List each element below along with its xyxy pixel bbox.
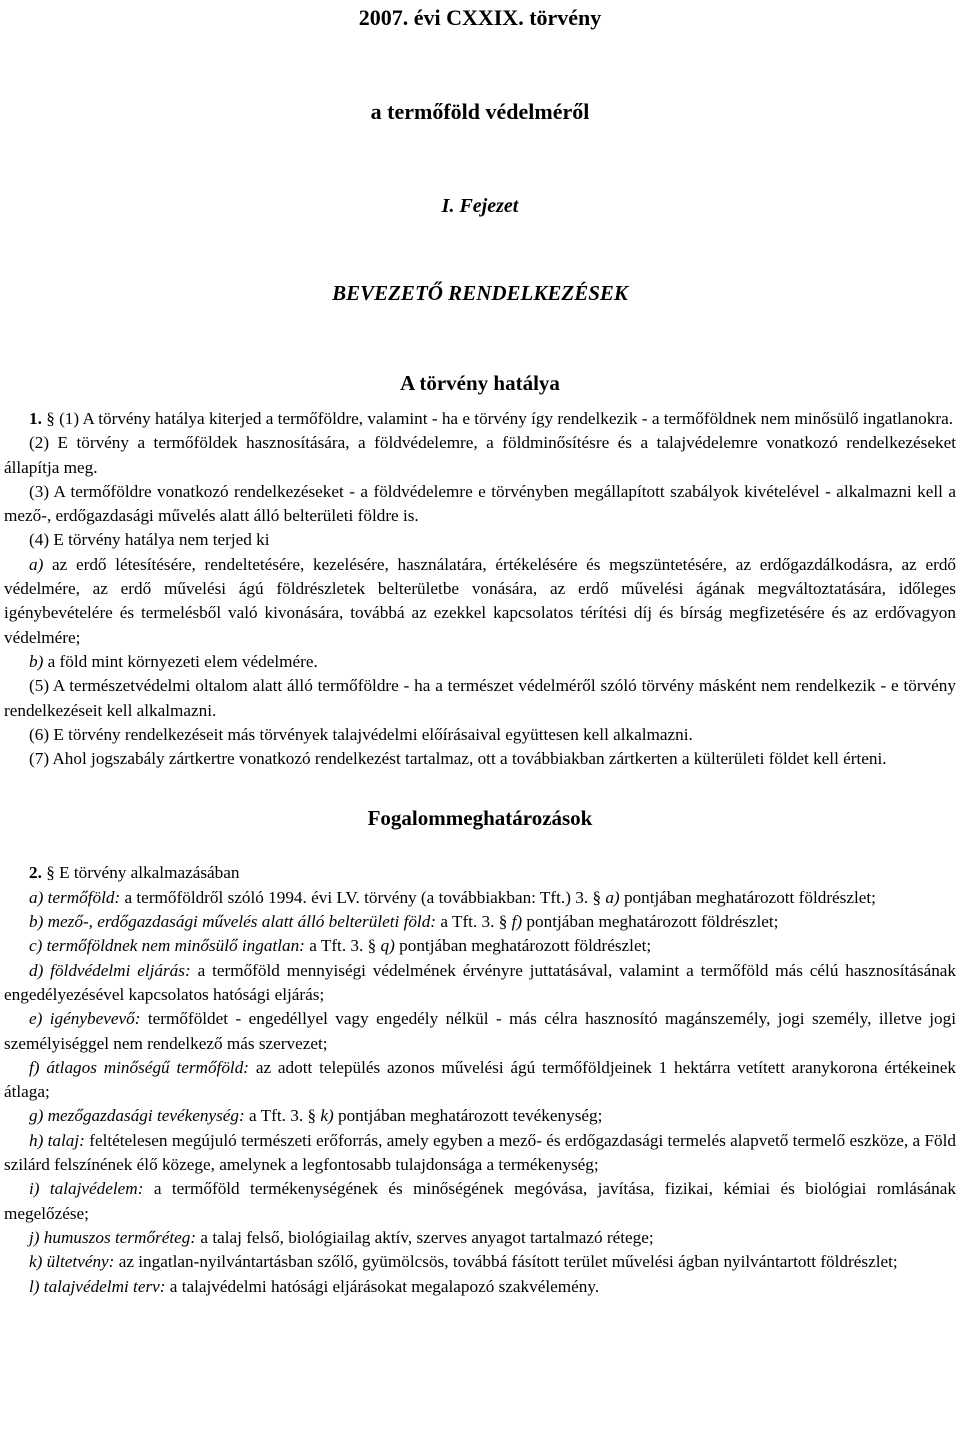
part-heading: BEVEZETŐ RENDELKEZÉSEK [332, 281, 628, 305]
paragraph-1-5: (5) A természetvédelmi oltalom alatt álló termőföldre - ha a természet védelméről szóló törvény másként nem rendelkezik - e törvény rendelkezéseit kell alkalmazni. [4, 676, 956, 720]
definition-a: a) termőföld: a termőföldről szóló 1994. évi LV. törvény (a továbbiakban: Tft.) 3. § a) pontjában meghatározott földrészlet; [29, 887, 876, 907]
section-sign-link[interactable]: § [307, 1106, 317, 1126]
definition-e: e) igénybevevő: termőföldet - engedéllyel vagy engedély nélkül - más célra hasznosító magánszemély, jogi személy, illetve jogi személyiséggel nem rendelkező más szervezet; [4, 1009, 957, 1053]
law-title: 2007. évi CXXIX. törvény [358, 5, 602, 30]
section-2-body [4, 861, 956, 1298]
section-sign-link[interactable]: § [592, 887, 602, 907]
chapter-heading: I. Fejezet [441, 195, 519, 217]
paragraph-1-7: (7) Ahol jogszabály zártkertre vonatkozó rendelkezést tartalmaz, ott a továbbiakban zártkerten a külterületi földet kell érteni. [29, 749, 887, 769]
section-sign-link[interactable]: § [367, 936, 377, 956]
definition-c: c) termőföldnek nem minősülő ingatlan: a Tft. 3. § q) pontjában meghatározott földrészlet; [29, 936, 652, 956]
section-sign-link[interactable]: § [46, 863, 55, 883]
paragraph-1-4-b: b) a föld mint környezeti elem védelmére. [29, 651, 318, 671]
section-sign-link[interactable]: § [46, 409, 55, 428]
paragraph-1-4: (4) E törvény hatálya nem terjed ki [29, 530, 270, 550]
definition-i: i) talajvédelem: a termőföld termékenységének és minőségének megóvása, javítása, fizikai, kémiai és biológiai romlásának megelőzése; [4, 1179, 956, 1223]
section-number: 1. [29, 409, 42, 428]
definition-h: h) talaj: feltételesen megújuló természeti erőforrás, amely egyben a mező- és erdőgazdasági termelés alapvető termelő eszköze, a Föld szilárd felszínének élő közege, amelynek a legfontosabb tulajdonsága a termékenység; [4, 1130, 957, 1175]
paragraph-1-2: (2) E törvény a termőföldek hasznosítására, a földvédelemre, a földminősítésre és a talajvédelemre vonatkozó rendelkezéseket állapítja meg. [4, 433, 956, 477]
definition-g: g) mezőgazdasági tevékenység: a Tft. 3. § k) pontjában meghatározott tevékenység; [29, 1106, 603, 1126]
paragraph-1-4-a: a) az erdő létesítésére, rendeltetésére, kezelésére, használatára, értékelésére és megszüntetésére, az erdőgazdálkodásra, az erdő védelmére, az erdő művelési ágú földrészletek belterületbe vonására, az erdő művelési ágának megváltoztatására, időleges igénybevételére és termelésből való kivonására, továbbá az ezekkel kapcsolatos térítési díj és bírság megfizetésére és az erdővagyon védelmére; [4, 554, 957, 647]
paragraph-1-1: 1. § (1) A törvény hatálya kiterjed a termőföldre, valamint - ha e törvény így rendelkezik - a termőföldnek nem minősülő ingatlanokra. [29, 409, 954, 428]
definition-b: b) mező-, erdőgazdasági művelés alatt álló belterületi föld: a Tft. 3. § f) pontjában meghatározott földrészlet; [29, 912, 779, 932]
definition-k: k) ültetvény: az ingatlan-nyilvántartásban szőlő, gyümölcsös, továbbá fásított terület művelési ágban nyilvántartott földrészlet; [29, 1252, 898, 1272]
definition-d: d) földvédelmi eljárás: a termőföld mennyiségi védelmének érvényre juttatásával, valamint a termőföld más célú hasznosításának engedélyezésével kapcsolatos hatósági eljárás; [4, 960, 957, 1004]
paragraph-1-6: (6) E törvény rendelkezéseit más törvények talajvédelmi előírásaival együttesen kell alkalmazni. [29, 724, 693, 744]
paragraph-2-intro: 2. § E törvény alkalmazásában [29, 863, 240, 883]
definition-j: j) humuszos termőréteg: a talaj felső, biológiailag aktív, szerves anyagot tartalmazó rétege; [29, 1227, 654, 1247]
definition-l: l) talajvédelmi terv: a talajvédelmi hatósági eljárásokat megalapozó szakvélemény. [29, 1276, 600, 1296]
definition-f: f) átlagos minőségű termőföld: az adott település azonos művelési ágú termőföldjeinek 1 hektárra vetített aranykorona értékeinek átlaga; [4, 1057, 957, 1102]
section-heading-definitions: Fogalommeghatározások [367, 806, 593, 831]
paragraph-1-3: (3) A termőföldre vonatkozó rendelkezéseket - a földvédelemre e törvényben megállapított szabályok kivételével - alkalmazni kell a mező-, erdőgazdasági művelés alatt álló belterületi földre is. [4, 481, 956, 526]
section-heading-scope: A törvény hatálya [400, 371, 560, 395]
section-1-body [4, 396, 956, 771]
law-subtitle: a termőföld védelméről [370, 99, 590, 124]
section-number: 2. [29, 863, 42, 883]
section-sign-link[interactable]: § [498, 912, 508, 932]
